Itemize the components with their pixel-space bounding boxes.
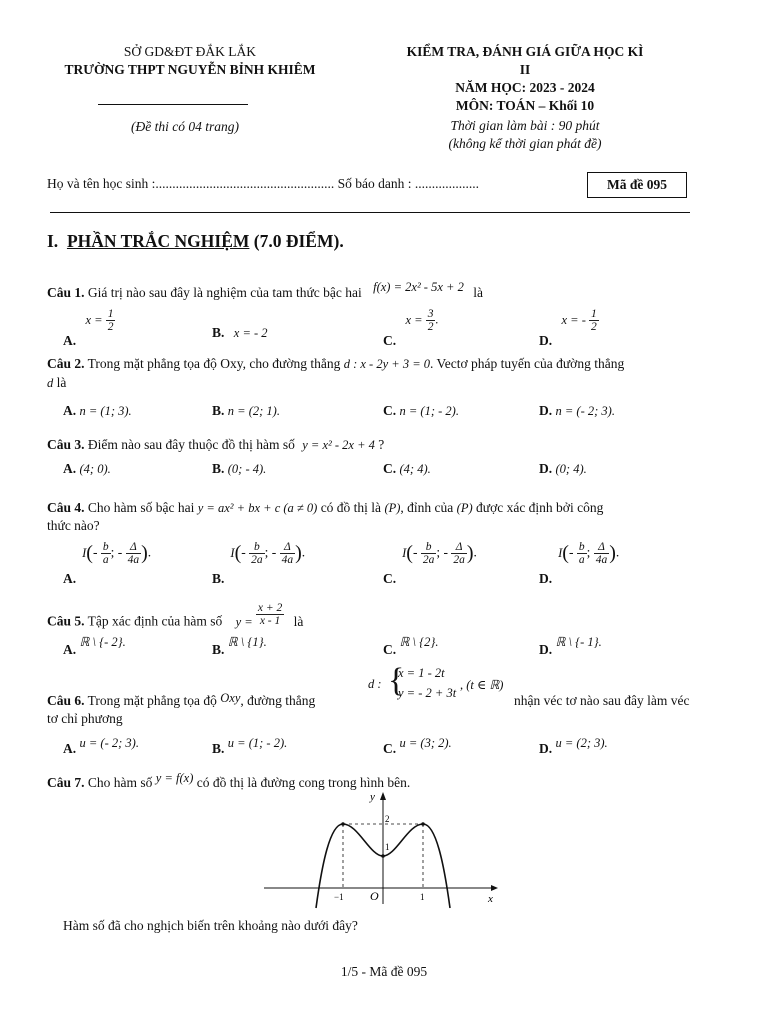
q2-option-b[interactable]: B. n = (2; 1). [212, 403, 280, 418]
q1-option-c[interactable]: C. x = $\frac{3}{2}$ . [383, 308, 439, 348]
origin-label: O [370, 889, 379, 903]
x-axis-arrow [491, 885, 498, 891]
exam-time: Thời gian làm bài : 90 phút [450, 118, 600, 133]
formula: y = f(x) [155, 771, 194, 785]
q4-option-b[interactable]: B.I(- $\frac{b}{2a}$ ; - $\frac{\Delta}{4a}$ ). [212, 541, 306, 586]
question-1 [47, 280, 727, 302]
option-value: n = (- 2; 3). [555, 404, 615, 418]
q1-option-b[interactable]: B. x = - 2 [212, 325, 268, 340]
q6-option-c[interactable]: C. u = (3; 2). [383, 736, 452, 756]
fraction: $\frac{3}{2}$ [427, 308, 434, 333]
option-value: n = (2; 1). [227, 404, 280, 418]
question-2: Câu 2. Trong mặt phẳng tọa độ Oxy, cho đường thẳng d : x - 2y + 3 = 0. Vectơ pháp tuyến của đường thẳng [47, 356, 625, 371]
option-value: x = - 2 [233, 326, 268, 340]
q5-option-c[interactable]: C. ℝ \ {2}. [383, 635, 439, 657]
option-value: u = (3; 2). [399, 736, 452, 750]
option-value: ℝ \ {1}. [227, 635, 267, 649]
q5-option-a[interactable]: A. ℝ \ {- 2}. [63, 635, 126, 657]
section-points: (7.0 ĐIỂM). [253, 231, 344, 251]
q3-option-a[interactable]: A. (4; 0). [63, 461, 111, 476]
q4-option-a[interactable]: A.I(- $\frac{b}{a}$ ; - $\frac{\Delta}{4a}$ ). [63, 541, 152, 586]
tick-x-neg1: −1 [334, 892, 344, 902]
point-min [381, 854, 385, 858]
option-value: u = (1; - 2). [227, 736, 288, 750]
option-value: (0; - 4). [227, 462, 267, 476]
section-divider [50, 212, 690, 213]
q3-option-d[interactable]: D. (0; 4). [539, 461, 587, 476]
exam-title-1: KIỂM TRA, ĐÁNH GIÁ GIỮA HỌC KÌ [406, 44, 644, 59]
option-value: n = (1; 3). [79, 404, 132, 418]
question-text: Giá trị nào sau đây là nghiệm của tam thức bậc hai [87, 285, 362, 300]
exam-time-note: (không kể thời gian phát đề) [448, 136, 602, 151]
question-7-prompt: Hàm số đã cho nghịch biến trên khoảng nào dưới đây? [63, 918, 358, 933]
q2-option-a[interactable]: A. n = (1; 3). [63, 403, 132, 418]
q4-option-d[interactable]: D.I(- $\frac{b}{a}$ ; $\frac{\Delta}{4a}$ ). [539, 541, 620, 586]
formula: f(x) = 2x² - 5x + 2 [373, 280, 464, 294]
function-graph [258, 784, 508, 912]
option-value: (4; 4). [399, 462, 431, 476]
option-value: (0; 4). [555, 462, 587, 476]
formula: y = ax² + bx + c (a ≠ 0) [197, 501, 318, 515]
school-name: TRƯỜNG THPT NGUYỄN BỈNH KHIÊM [64, 62, 316, 77]
tick-y-2: 2 [385, 814, 390, 824]
q3-option-c[interactable]: C. (4; 4). [383, 461, 431, 476]
fraction: $\frac{1}{2}$ [107, 308, 114, 333]
q1-option-a[interactable]: A. x = $\frac{1}{2}$ [63, 308, 114, 348]
option-value: ℝ \ {- 2}. [79, 635, 126, 649]
question-7: Câu 7. Cho hàm số y = f(x) có đồ thị là đường cong trong hình bên. [47, 771, 411, 790]
question-tail: là [473, 285, 483, 300]
option-value: u = (- 2; 3). [79, 736, 139, 750]
q2-option-c[interactable]: C. n = (1; - 2). [383, 403, 459, 418]
pages-note: (Đề thi có 04 trang) [131, 119, 239, 134]
dept-name: SỞ GD&ĐT ĐẮK LẮK [123, 44, 257, 59]
option-value: n = (1; - 2). [399, 404, 459, 418]
option-value: (4; 0). [79, 462, 111, 476]
y-axis-label: y [370, 791, 375, 803]
q5-option-d[interactable]: D. ℝ \ {- 1}. [539, 635, 602, 657]
q1-option-d[interactable]: D. x = - $\frac{1}{2}$ [539, 308, 597, 348]
question-6: Câu 6. Trong mặt phẳng tọa độ Oxy, đường thẳng nhận véc tơ nào sau đây làm véc [47, 691, 690, 708]
q5-option-b[interactable]: B. ℝ \ {1}. [212, 635, 267, 657]
section-title [47, 231, 344, 252]
q6-option-a[interactable]: A. u = (- 2; 3). [63, 736, 139, 756]
school-year: NĂM HỌC: 2023 - 2024 [455, 80, 595, 95]
exam-code-box: Mã đề 095 [587, 172, 687, 198]
question-label: Câu 1. [47, 285, 85, 300]
tick-y-1: 1 [385, 842, 390, 852]
y-axis-arrow [380, 792, 386, 800]
formula: d : x - 2y + 3 = 0 [343, 357, 431, 371]
student-info-line: Họ và tên học sinh :..................................................... Số báo danh : ................... [47, 176, 479, 191]
question-5: Câu 5. Tập xác định của hàm số y = $\frac{x + 2}{x - 1}$ là [47, 602, 304, 629]
section-number: I. [47, 231, 59, 251]
question-4: Câu 4. Cho hàm số bậc hai y = ax² + bx + c (a ≠ 0) có đồ thị là (P), đỉnh của (P) được xác định bởi công [47, 500, 604, 515]
tick-x-1: 1 [420, 892, 425, 902]
exam-title-2: II [519, 62, 531, 77]
section-name: PHẦN TRẮC NGHIỆM [66, 231, 250, 251]
question-2-line-2: d là [47, 375, 67, 390]
q6-option-b[interactable]: B. u = (1; - 2). [212, 736, 288, 756]
point-max-left [341, 822, 345, 826]
fraction: $\frac{1}{2}$ [591, 308, 597, 333]
header-divider [98, 104, 248, 105]
option-value: ℝ \ {2}. [399, 635, 439, 649]
q4-option-c[interactable]: C.I(- $\frac{b}{2a}$ ; - $\frac{\Delta}{2a}$ ). [383, 541, 477, 586]
q6-option-d[interactable]: D. u = (2; 3). [539, 736, 608, 756]
question-4-line-2: thức nào? [47, 518, 100, 533]
q3-option-b[interactable]: B. (0; - 4). [212, 461, 267, 476]
page-footer: 1/5 - Mã đề 095 [340, 964, 428, 979]
q2-option-d[interactable]: D. n = (- 2; 3). [539, 403, 615, 418]
point-max-right [421, 822, 425, 826]
subject: MÔN: TOÁN – Khối 10 [455, 98, 595, 113]
option-value: u = (2; 3). [555, 736, 608, 750]
question-6-line-2: tơ chỉ phương [47, 711, 123, 726]
formula: y = x² - 2x + 4 [302, 438, 375, 452]
question-3: Câu 3. Điểm nào sau đây thuộc đồ thị hàm số y = x² - 2x + 4 ? [47, 437, 385, 452]
x-axis-label: x [488, 893, 493, 905]
option-value: ℝ \ {- 1}. [555, 635, 602, 649]
